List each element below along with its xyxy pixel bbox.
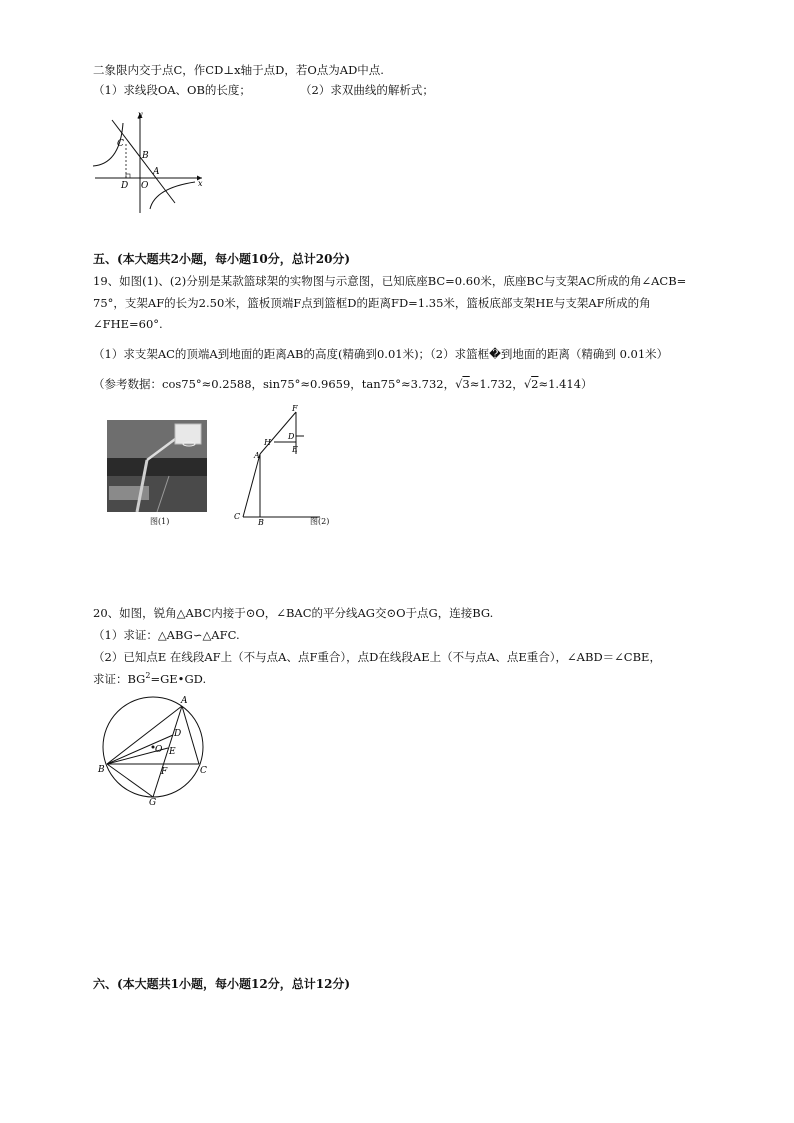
q19-line3: ∠FHE=60°.: [93, 317, 163, 331]
q20-line4-suffix: =GE•GD.: [150, 672, 207, 686]
q20-label-D: D: [174, 729, 182, 739]
q20-figure: [95, 692, 220, 807]
q19-questions: （1）求支架AC的顶端A到地面的距离AB的高度(精确到0.01米)；（2）求篮框�到地面的距离（精确到 0.01米）: [93, 347, 669, 361]
q20-label-B: B: [98, 765, 105, 775]
sqrt-symbol: √: [523, 377, 532, 391]
q19-line1: 19、如图(1)、(2)分别是某款篮球架的实物图与示意图，已知底座BC=0.60米，底座BC与支架AC所成的角∠ACB=: [93, 274, 687, 288]
q18-figure: [90, 108, 210, 218]
q19-fig2-label-F: F: [292, 404, 298, 413]
q18-label-B: B: [142, 151, 149, 161]
q19-fig1-caption: 图(1): [150, 517, 170, 526]
q20-label-A: A: [181, 696, 188, 706]
q19-ref-prefix: （参考数据：cos75°≈0.2588，sin75°≈0.9659，tan75°≈3.732，: [93, 377, 456, 391]
q18-label-C: C: [117, 139, 124, 149]
q19-figure2: [228, 402, 328, 527]
q20-label-C: C: [200, 766, 207, 776]
q18-label-D: D: [121, 181, 129, 191]
q20-label-O: O: [155, 745, 163, 755]
q19-fig2-label-D: D: [288, 432, 295, 441]
q18-part1: （1）求线段OA、OB的长度；: [93, 83, 251, 97]
q19-reference-data: [93, 376, 593, 392]
q20-line4: [93, 671, 206, 687]
q19-ref-sqrt2: 2: [531, 377, 539, 391]
q19-fig2-label-C: C: [234, 512, 241, 521]
q20-label-E: E: [169, 747, 176, 757]
q20-line3: （2）已知点E 在线段AF上（不与点A、点F重合），点D在线段AE上（不与点A、点E重合），∠ABD＝∠CBE，: [93, 650, 661, 664]
q20-line4-sup: 2: [145, 671, 151, 681]
q19-fig2-label-B: B: [258, 518, 264, 527]
basketball-hoop-photo: [107, 420, 207, 512]
q18-label-A: A: [153, 167, 160, 177]
q19-fig2-label-H: H: [264, 438, 271, 447]
q19-ref-sqrt2-val: ≈1.414）: [538, 377, 593, 391]
q18-label-x: x: [198, 179, 203, 188]
section6-title: 六、(本大题共1小题，每小题12分，总计12分): [93, 977, 351, 991]
q19-ref-sqrt3-val: ≈1.732，: [469, 377, 524, 391]
q19-fig2-caption: 图(2): [310, 517, 330, 526]
q18-label-O: O: [141, 181, 149, 191]
q19-ref-sqrt3: 3: [462, 377, 470, 391]
section5-title: 五、(本大题共2小题，每小题10分，总计20分): [93, 252, 351, 266]
q19-fig2-label-E: E: [292, 445, 298, 454]
q18-label-y: y: [138, 110, 143, 119]
q18-intro-tail: 二象限内交于点C，作CD⊥x轴于点D，若O点为AD中点.: [93, 63, 384, 77]
q19-fig2-label-A: A: [254, 451, 260, 460]
q20-label-F: F: [161, 767, 168, 777]
q20-line2: （1）求证：△ABG∽△AFC.: [93, 628, 240, 642]
q19-line2: 75°，支架AF的长为2.50米，篮板顶端F点到篮框D的距离FD=1.35米，篮板底部支架HE与支架AF所成的角: [93, 296, 651, 310]
q20-line1: 20、如图，锐角△ABC内接于⊙O，∠BAC的平分线AG交⊙O于点G，连接BG.: [93, 606, 494, 620]
q20-label-G: G: [149, 798, 157, 807]
sqrt-symbol: √: [455, 377, 463, 391]
q20-line4-prefix: 求证：BG: [93, 672, 146, 686]
q18-part2: （2）求双曲线的解析式；: [300, 83, 434, 97]
